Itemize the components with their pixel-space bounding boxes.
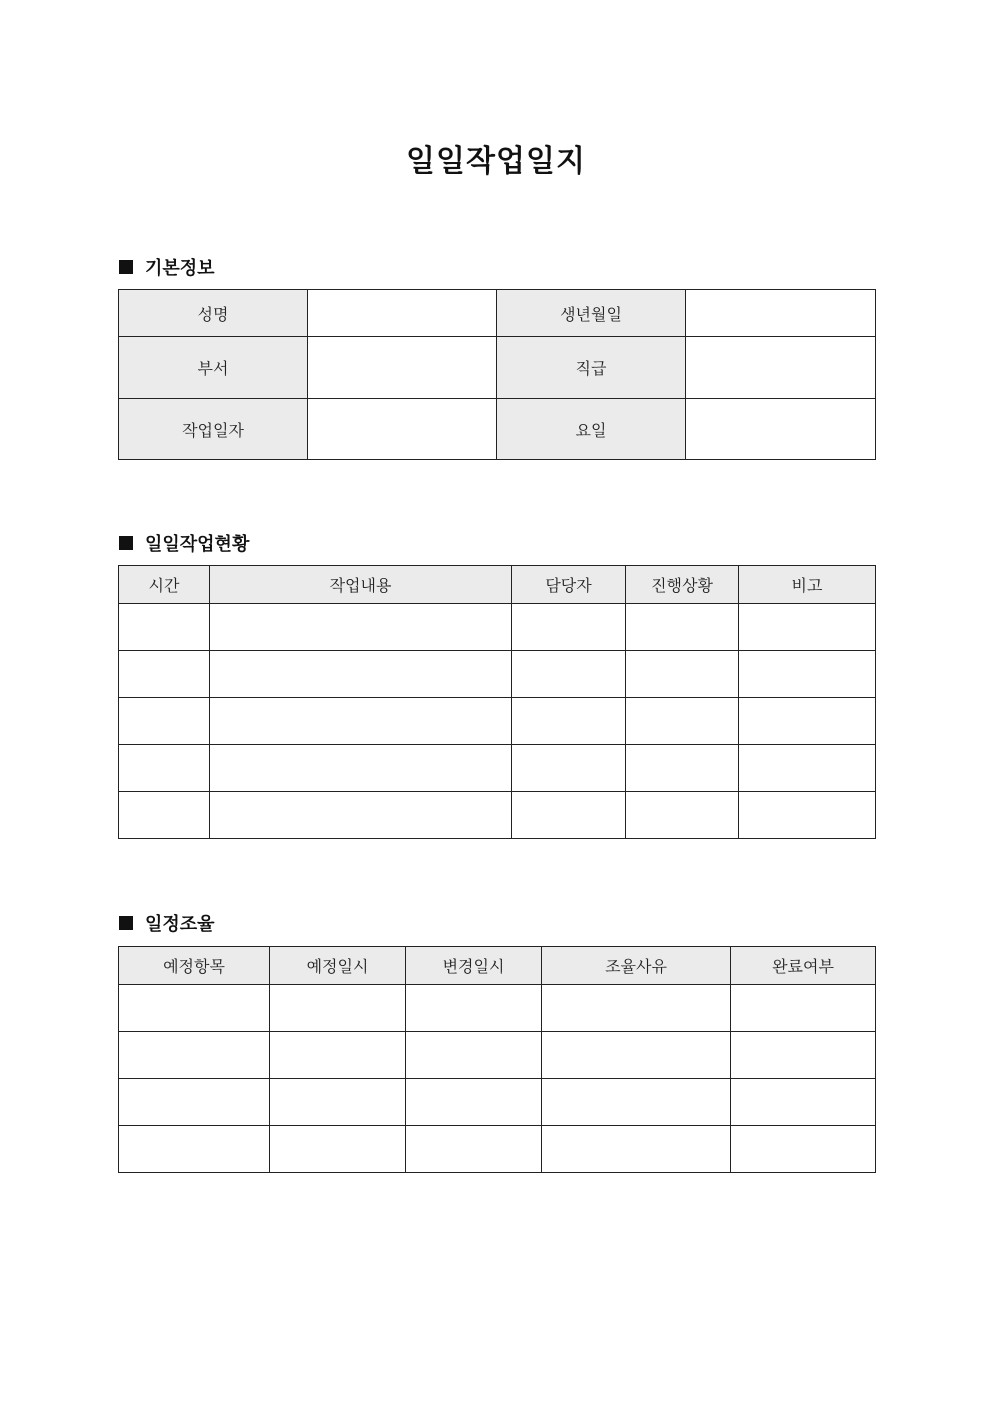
table-row (119, 337, 876, 399)
work-date-field[interactable] (308, 399, 497, 460)
table-cell[interactable] (406, 1032, 542, 1079)
table-cell[interactable] (210, 698, 512, 745)
column-header-assignee: 담당자 (512, 566, 626, 604)
schedule-adjustment-table (118, 946, 876, 1173)
table-cell[interactable] (731, 1032, 876, 1079)
table-row (119, 290, 876, 337)
table-cell[interactable] (739, 651, 876, 698)
name-field[interactable] (308, 290, 497, 337)
name-label: 성명 (119, 290, 308, 337)
table-cell[interactable] (512, 698, 626, 745)
table-row (119, 651, 876, 698)
column-header-completion: 완료여부 (731, 947, 876, 985)
table-cell[interactable] (270, 985, 406, 1032)
basic-info-table (118, 289, 876, 460)
table-cell[interactable] (512, 651, 626, 698)
table-cell[interactable] (119, 1032, 270, 1079)
work-date-label: 작업일자 (119, 399, 308, 460)
table-cell[interactable] (406, 985, 542, 1032)
table-cell[interactable] (270, 1079, 406, 1126)
table-cell[interactable] (542, 1032, 731, 1079)
table-cell[interactable] (512, 792, 626, 839)
table-cell[interactable] (119, 1126, 270, 1173)
position-field[interactable] (686, 337, 876, 399)
table-cell[interactable] (119, 1079, 270, 1126)
square-bullet-icon (119, 916, 133, 930)
table-header-row (119, 566, 876, 604)
table-cell[interactable] (739, 604, 876, 651)
table-cell[interactable] (626, 651, 739, 698)
weekday-field[interactable] (686, 399, 876, 460)
table-cell[interactable] (626, 745, 739, 792)
section-heading-work-status (119, 530, 249, 556)
table-cell[interactable] (119, 792, 210, 839)
table-row (119, 745, 876, 792)
column-header-adjustment-reason: 조율사유 (542, 947, 731, 985)
table-cell[interactable] (119, 604, 210, 651)
section-heading-label: 일정조율 (145, 914, 215, 935)
work-status-table (118, 565, 876, 839)
position-label: 직급 (497, 337, 686, 399)
square-bullet-icon (119, 260, 133, 274)
column-header-changed-datetime: 변경일시 (406, 947, 542, 985)
column-header-progress: 진행상황 (626, 566, 739, 604)
table-cell[interactable] (512, 745, 626, 792)
column-header-work-content: 작업내용 (210, 566, 512, 604)
birthdate-label: 생년월일 (497, 290, 686, 337)
department-label: 부서 (119, 337, 308, 399)
table-cell[interactable] (739, 745, 876, 792)
table-cell[interactable] (739, 698, 876, 745)
table-cell[interactable] (542, 1079, 731, 1126)
table-cell[interactable] (210, 792, 512, 839)
table-cell[interactable] (626, 792, 739, 839)
table-row (119, 1126, 876, 1173)
table-cell[interactable] (119, 985, 270, 1032)
table-cell[interactable] (731, 985, 876, 1032)
column-header-time: 시간 (119, 566, 210, 604)
table-cell[interactable] (512, 604, 626, 651)
department-field[interactable] (308, 337, 497, 399)
section-heading-basic-info (119, 254, 215, 280)
table-cell[interactable] (406, 1079, 542, 1126)
table-row (119, 698, 876, 745)
table-cell[interactable] (626, 698, 739, 745)
table-cell[interactable] (119, 698, 210, 745)
table-row (119, 985, 876, 1032)
weekday-label: 요일 (497, 399, 686, 460)
table-cell[interactable] (210, 604, 512, 651)
column-header-planned-item: 예정항목 (119, 947, 270, 985)
table-cell[interactable] (210, 745, 512, 792)
table-cell[interactable] (270, 1032, 406, 1079)
table-cell[interactable] (739, 792, 876, 839)
section-heading-label: 일일작업현황 (145, 534, 250, 555)
table-cell[interactable] (731, 1079, 876, 1126)
table-row (119, 792, 876, 839)
birthdate-field[interactable] (686, 290, 876, 337)
column-header-remarks: 비고 (739, 566, 876, 604)
table-row (119, 1079, 876, 1126)
table-cell[interactable] (210, 651, 512, 698)
table-cell[interactable] (119, 745, 210, 792)
square-bullet-icon (119, 536, 133, 550)
document-title: 일일작업일지 (406, 144, 586, 179)
table-cell[interactable] (270, 1126, 406, 1173)
section-heading-label: 기본정보 (145, 258, 215, 279)
section-heading-schedule-adjustment (119, 910, 215, 936)
table-header-row (119, 947, 876, 985)
table-row (119, 399, 876, 460)
table-row (119, 1032, 876, 1079)
table-cell[interactable] (119, 651, 210, 698)
table-cell[interactable] (542, 1126, 731, 1173)
table-cell[interactable] (406, 1126, 542, 1173)
column-header-planned-datetime: 예정일시 (270, 947, 406, 985)
table-cell[interactable] (542, 985, 731, 1032)
table-cell[interactable] (731, 1126, 876, 1173)
table-cell[interactable] (626, 604, 739, 651)
table-row (119, 604, 876, 651)
